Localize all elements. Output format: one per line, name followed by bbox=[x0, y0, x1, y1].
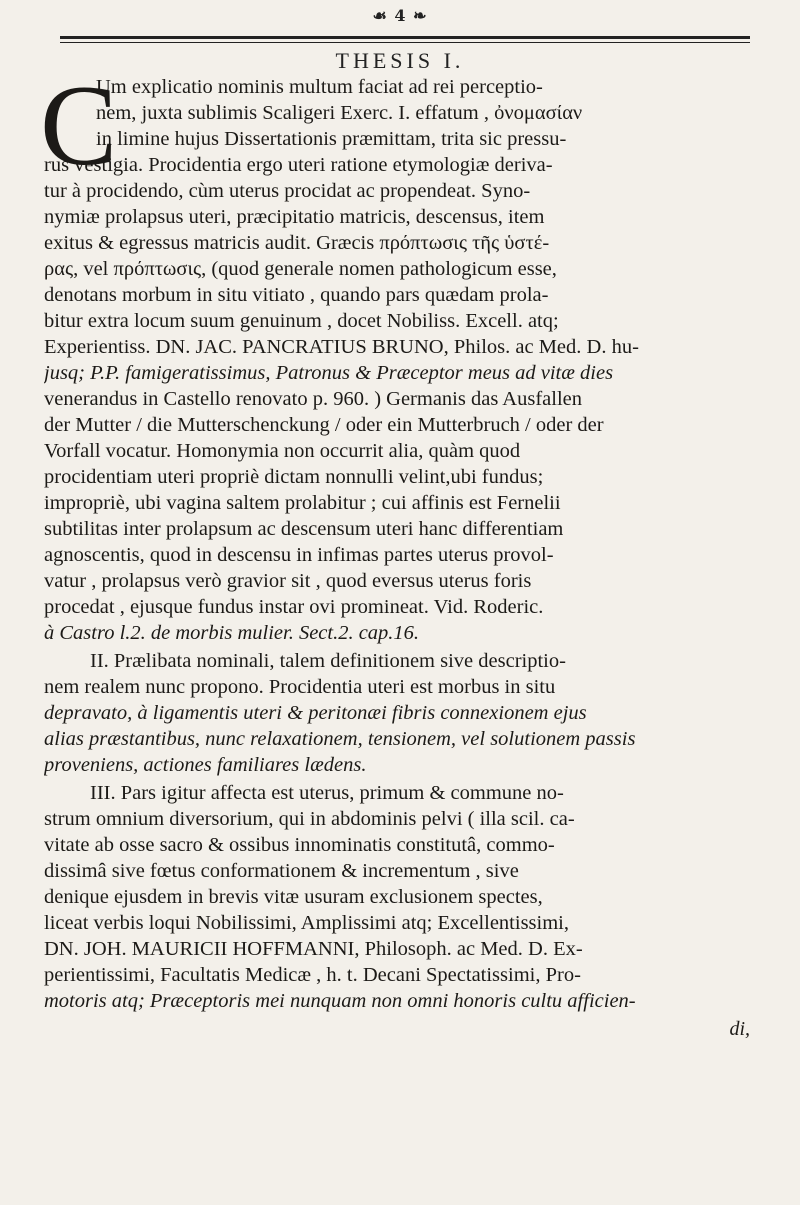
text-line: nem, juxta sublimis Scaligeri Exerc. I. effatum , ὀνομασίαν bbox=[96, 102, 583, 124]
text-line: vitate ab osse sacro & ossibus innominatis constitutâ, commo- bbox=[44, 834, 555, 856]
text-line: agnoscentis, quod in descensu in infimas partes uterus provol- bbox=[44, 544, 554, 566]
text-line: liceat verbis loqui Nobilissimi, Amplissimi atq; Excellentissimi, bbox=[44, 912, 569, 934]
text-line: strum omnium diversorium, qui in abdominis pelvi ( illa scil. ca- bbox=[44, 808, 575, 830]
text-line: vatur , prolapsus verò gravior sit , quod eversus uterus foris bbox=[44, 570, 532, 592]
text-line: impropriè, ubi vagina saltem prolabitur ; cui affinis est Fernelii bbox=[44, 492, 561, 514]
text-line: nymiæ prolapsus uteri, præcipitatio matricis, descensus, item bbox=[44, 206, 545, 228]
text-line: procedat , ejusque fundus instar ovi promineat. Vid. Roderic. bbox=[44, 596, 544, 618]
text-line: venerandus in Castello renovato p. 960. ) Germanis das Ausfallen bbox=[44, 388, 582, 410]
text-line: motoris atq; Præceptoris mei nunquam non omni honoris cultu afficien- bbox=[44, 990, 636, 1012]
catchword: di, bbox=[729, 1018, 750, 1040]
text-line: III. Pars igitur affecta est uterus, primum & commune no- bbox=[90, 782, 564, 804]
text-line: Um explicatio nominis multum faciat ad rei perceptio- bbox=[96, 76, 543, 98]
text-line: subtilitas inter prolapsum ac descensum uteri hanc differentiam bbox=[44, 518, 564, 540]
text-line: der Mutter / die Mutterschenckung / oder ein Mutterbruch / oder der bbox=[44, 414, 604, 436]
text-line: Vorfall vocatur. Homonymia non occurrit alia, quàm quod bbox=[44, 440, 521, 462]
text-line: denique ejusdem in brevis vitæ usuram exclusionem spectes, bbox=[44, 886, 543, 908]
text-line: proveniens, actiones familiares lædens. bbox=[44, 754, 367, 776]
header-ornament: ☙ 4 ❧ bbox=[372, 6, 428, 25]
text-line: rus vestigia. Procidentia ergo uteri ratione etymologiæ deriva- bbox=[44, 154, 553, 176]
text-line: à Castro l.2. de morbis mulier. Sect.2. cap.16. bbox=[44, 622, 420, 644]
text-line: Experientiss. DN. JAC. PANCRATIUS BRUNO, Philos. ac Med. D. hu- bbox=[44, 336, 639, 358]
text-line: tur à procidendo, cùm uterus procidat ac propendeat. Syno- bbox=[44, 180, 531, 202]
text-line: alias præstantibus, nunc relaxationem, tensionem, vel solutionem passis bbox=[44, 728, 636, 750]
header-rule-thin bbox=[60, 42, 750, 43]
thesis-heading: THESIS I. bbox=[335, 48, 465, 73]
text-line: depravato, à ligamentis uteri & peritonæi fibris connexionem ejus bbox=[44, 702, 587, 724]
header-rule-thick bbox=[60, 36, 750, 39]
text-line: in limine hujus Dissertationis præmittam, trita sic pressu- bbox=[96, 128, 567, 150]
text-line: perientissimi, Facultatis Medicæ , h. t. Decani Spectatissimi, Pro- bbox=[44, 964, 581, 986]
drop-capital: C bbox=[40, 62, 118, 190]
text-line: exitus & egressus matricis audit. Græcis πρόπτωσις τῆς ὑστέ- bbox=[44, 232, 550, 254]
text-line: dissimâ sive fœtus conformationem & incrementum , sive bbox=[44, 860, 519, 882]
text-line: DN. JOH. MAURICII HOFFMANNI, Philosoph. ac Med. D. Ex- bbox=[44, 938, 583, 960]
text-line: nem realem nunc propono. Procidentia uteri est morbus in situ bbox=[44, 676, 556, 698]
text-line: jusq; P.P. famigeratissimus, Patronus & Præceptor meus ad vitæ dies bbox=[44, 362, 614, 384]
text-line: II. Prælibata nominali, talem definitionem sive descriptio- bbox=[90, 650, 566, 672]
text-line: ρας, vel πρόπτωσις, (quod generale nomen pathologicum esse, bbox=[44, 258, 557, 280]
text-line: procidentiam uteri propriè dictam nonnulli velint,ubi fundus; bbox=[44, 466, 544, 488]
text-line: bitur extra locum suum genuinum , docet Nobiliss. Excell. atq; bbox=[44, 310, 559, 332]
text-line: denotans morbum in situ vitiato , quando pars quædam prola- bbox=[44, 284, 549, 306]
